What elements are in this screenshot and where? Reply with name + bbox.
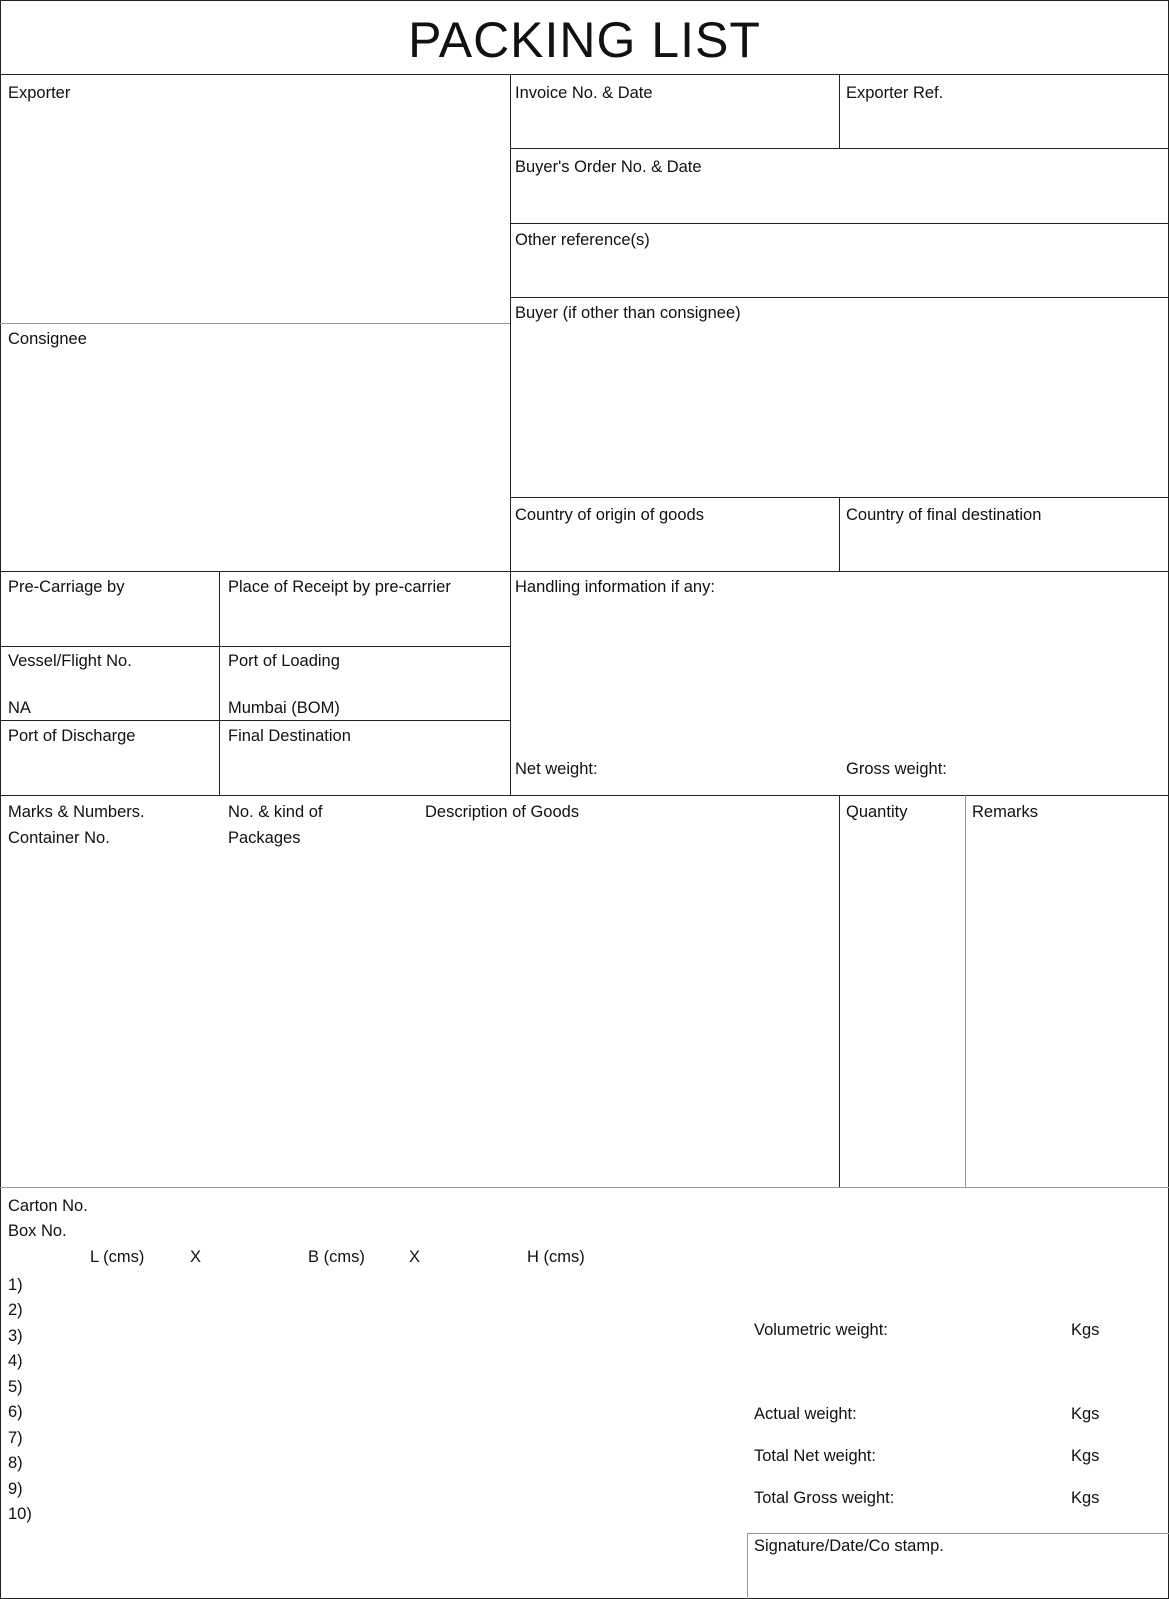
divider <box>219 571 220 795</box>
carton-row-number: 8) <box>8 1454 23 1472</box>
country-final-label: Country of final destination <box>846 506 1042 524</box>
divider <box>510 297 1169 298</box>
divider <box>0 1187 1169 1188</box>
signature-label: Signature/Date/Co stamp. <box>754 1537 944 1555</box>
height-cms-label: H (cms) <box>527 1248 585 1266</box>
divider <box>965 795 966 1187</box>
divider <box>0 795 1169 796</box>
volumetric-weight-unit: Kgs <box>1071 1321 1100 1339</box>
port-discharge-label: Port of Discharge <box>8 727 136 745</box>
divider <box>510 148 1169 149</box>
actual-weight-unit: Kgs <box>1071 1405 1100 1423</box>
handling-info-label: Handling information if any: <box>515 578 715 596</box>
carton-row-number: 6) <box>8 1403 23 1421</box>
carton-row-number: 1) <box>8 1276 23 1294</box>
divider <box>0 571 1169 572</box>
packages-label-line2: Packages <box>228 829 301 847</box>
vessel-flight-label: Vessel/Flight No. <box>8 652 132 670</box>
divider <box>510 223 1169 224</box>
exporter-ref-label: Exporter Ref. <box>846 84 944 102</box>
carton-row-number: 7) <box>8 1429 23 1447</box>
divider <box>510 74 511 795</box>
actual-weight-label: Actual weight: <box>754 1405 857 1423</box>
place-receipt-label: Place of Receipt by pre-carrier <box>228 578 451 596</box>
other-references-label: Other reference(s) <box>515 231 650 249</box>
form-title: PACKING LIST <box>408 12 761 68</box>
volumetric-weight-label: Volumetric weight: <box>754 1321 888 1339</box>
times-sign: X <box>409 1248 421 1266</box>
divider <box>0 720 510 721</box>
carton-row-number: 10) <box>8 1505 32 1523</box>
port-loading-label: Port of Loading <box>228 652 340 670</box>
divider <box>747 1533 748 1599</box>
carton-row-number: 2) <box>8 1301 23 1319</box>
divider <box>0 323 510 324</box>
net-weight-label: Net weight: <box>515 760 598 778</box>
exporter-label: Exporter <box>8 84 71 102</box>
description-goods-label: Description of Goods <box>425 803 580 821</box>
divider <box>839 497 840 571</box>
total-net-weight-unit: Kgs <box>1071 1447 1100 1465</box>
remarks-label: Remarks <box>972 803 1039 821</box>
packages-label: No. & kind of <box>228 803 323 821</box>
divider <box>747 1533 1169 1534</box>
carton-row-number: 5) <box>8 1378 23 1396</box>
divider <box>0 646 510 647</box>
divider <box>839 795 840 1187</box>
buyers-order-label: Buyer's Order No. & Date <box>515 158 702 176</box>
quantity-label: Quantity <box>846 803 908 821</box>
divider <box>0 74 1169 75</box>
container-no-label: Container No. <box>8 829 110 847</box>
buyer-other-label: Buyer (if other than consignee) <box>515 304 741 322</box>
marks-numbers-label: Marks & Numbers. <box>8 803 145 821</box>
invoice-no-date-label: Invoice No. & Date <box>515 84 653 102</box>
carton-row-number: 4) <box>8 1352 23 1370</box>
divider <box>839 74 840 148</box>
pre-carriage-label: Pre-Carriage by <box>8 578 125 596</box>
consignee-label: Consignee <box>8 330 87 348</box>
gross-weight-label: Gross weight: <box>846 760 947 778</box>
carton-row-number: 9) <box>8 1480 23 1498</box>
vessel-flight-value: NA <box>8 699 31 717</box>
total-gross-weight-unit: Kgs <box>1071 1489 1100 1507</box>
total-gross-weight-label: Total Gross weight: <box>754 1489 895 1507</box>
final-destination-label: Final Destination <box>228 727 351 745</box>
country-origin-label: Country of origin of goods <box>515 506 704 524</box>
carton-row-number: 3) <box>8 1327 23 1345</box>
port-loading-value: Mumbai (BOM) <box>228 699 340 717</box>
total-net-weight-label: Total Net weight: <box>754 1447 876 1465</box>
carton-no-label: Carton No. <box>8 1197 88 1215</box>
times-sign: X <box>190 1248 202 1266</box>
box-no-label: Box No. <box>8 1222 67 1240</box>
breadth-cms-label: B (cms) <box>308 1248 365 1266</box>
length-cms-label: L (cms) <box>90 1248 145 1266</box>
